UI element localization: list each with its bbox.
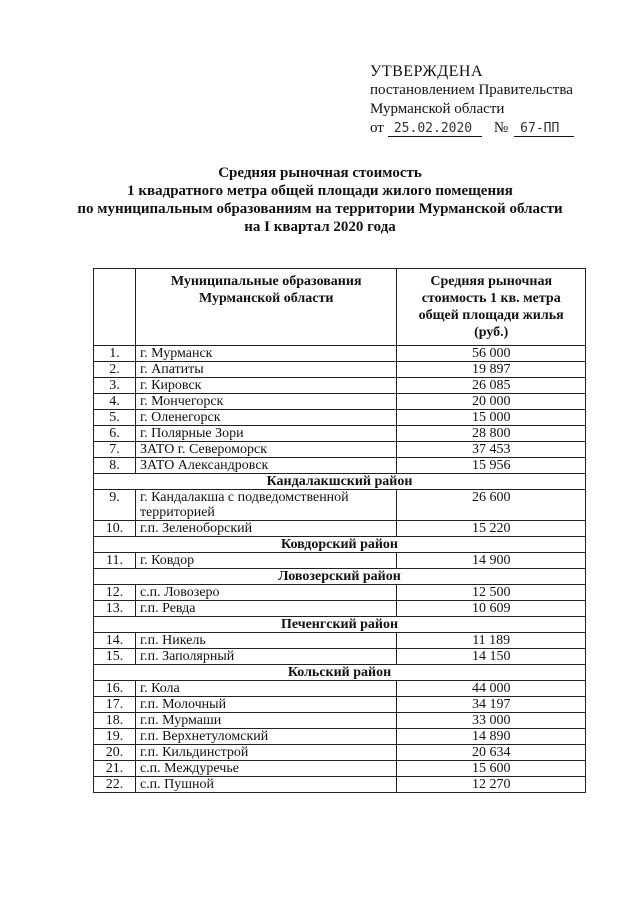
header-price: Средняя рыночная стоимость 1 кв. метра общей площади жилья (руб.) bbox=[397, 269, 586, 346]
section-title: Кандалакшский район bbox=[94, 474, 586, 490]
row-name: г.п. Заполярный bbox=[135, 649, 396, 665]
document-heading bbox=[60, 164, 580, 236]
row-price: 11 189 bbox=[397, 633, 586, 649]
row-name: ЗАТО г. Североморск bbox=[135, 442, 396, 458]
table-row bbox=[94, 777, 586, 793]
table-row bbox=[94, 458, 586, 474]
row-number: 6. bbox=[94, 426, 136, 442]
section-row bbox=[94, 537, 586, 553]
table-row bbox=[94, 362, 586, 378]
row-price: 14 890 bbox=[397, 729, 586, 745]
row-name: с.п. Ловозеро bbox=[135, 585, 396, 601]
row-price: 26 085 bbox=[397, 378, 586, 394]
table-row bbox=[94, 681, 586, 697]
row-price: 15 600 bbox=[397, 761, 586, 777]
row-price: 26 600 bbox=[397, 490, 586, 521]
row-price: 20 634 bbox=[397, 745, 586, 761]
table-row bbox=[94, 761, 586, 777]
row-number: 17. bbox=[94, 697, 136, 713]
row-price: 14 150 bbox=[397, 649, 586, 665]
row-number: 2. bbox=[94, 362, 136, 378]
row-name: г.п. Верхнетуломский bbox=[135, 729, 396, 745]
row-name: с.п. Пушной bbox=[135, 777, 396, 793]
table-row bbox=[94, 713, 586, 729]
row-price: 15 220 bbox=[397, 521, 586, 537]
approval-line-2: Мурманской области bbox=[370, 101, 505, 117]
row-number: 3. bbox=[94, 378, 136, 394]
table-row bbox=[94, 426, 586, 442]
approval-title: УТВЕРЖДЕНА bbox=[370, 63, 484, 80]
row-number: 12. bbox=[94, 585, 136, 601]
row-name: ЗАТО Александровск bbox=[135, 458, 396, 474]
table-row bbox=[94, 442, 586, 458]
table-row bbox=[94, 585, 586, 601]
approval-stamp bbox=[370, 62, 620, 138]
price-table bbox=[93, 268, 586, 793]
row-price: 15 000 bbox=[397, 410, 586, 426]
row-number: 18. bbox=[94, 713, 136, 729]
row-name: г. Ковдор bbox=[135, 553, 396, 569]
table-row bbox=[94, 745, 586, 761]
row-name: г. Апатиты bbox=[135, 362, 396, 378]
table-row bbox=[94, 490, 586, 521]
table-row bbox=[94, 346, 586, 362]
row-name: г. Мурманск bbox=[135, 346, 396, 362]
row-name: г. Кандалакша с подведомственной территорией bbox=[135, 490, 396, 521]
row-number: 10. bbox=[94, 521, 136, 537]
section-row bbox=[94, 665, 586, 681]
row-name: г.п. Зеленоборский bbox=[135, 521, 396, 537]
row-number: 14. bbox=[94, 633, 136, 649]
table-row bbox=[94, 649, 586, 665]
date-value: 25.02.2020 bbox=[388, 121, 482, 137]
row-number: 9. bbox=[94, 490, 136, 521]
section-row bbox=[94, 569, 586, 585]
section-row bbox=[94, 474, 586, 490]
row-price: 19 897 bbox=[397, 362, 586, 378]
row-number: 16. bbox=[94, 681, 136, 697]
table-row bbox=[94, 729, 586, 745]
row-number: 20. bbox=[94, 745, 136, 761]
row-name: г.п. Ревда bbox=[135, 601, 396, 617]
row-number: 19. bbox=[94, 729, 136, 745]
section-title: Печенгский район bbox=[94, 617, 586, 633]
heading-line-1: Средняя рыночная стоимость bbox=[218, 165, 422, 181]
row-number: 13. bbox=[94, 601, 136, 617]
row-number: 4. bbox=[94, 394, 136, 410]
date-label: от bbox=[370, 120, 384, 136]
heading-line-4: на I квартал 2020 года bbox=[244, 219, 396, 235]
row-price: 37 453 bbox=[397, 442, 586, 458]
row-price: 15 956 bbox=[397, 458, 586, 474]
row-number: 22. bbox=[94, 777, 136, 793]
row-price: 10 609 bbox=[397, 601, 586, 617]
row-name: г. Оленегорск bbox=[135, 410, 396, 426]
heading-line-3: по муниципальным образованиям на территории Мурманской области bbox=[77, 201, 563, 217]
table-row bbox=[94, 521, 586, 537]
row-price: 44 000 bbox=[397, 681, 586, 697]
row-name: г.п. Кильдинстрой bbox=[135, 745, 396, 761]
number-label: № bbox=[493, 120, 509, 136]
approval-date-line bbox=[370, 119, 620, 138]
row-number: 21. bbox=[94, 761, 136, 777]
table-row bbox=[94, 633, 586, 649]
row-number: 1. bbox=[94, 346, 136, 362]
row-price: 14 900 bbox=[397, 553, 586, 569]
row-price: 12 500 bbox=[397, 585, 586, 601]
row-name: г.п. Молочный bbox=[135, 697, 396, 713]
row-name: г. Кола bbox=[135, 681, 396, 697]
approval-line-1: постановлением Правительства bbox=[370, 82, 573, 98]
header-name: Муниципальные образования Мурманской области bbox=[135, 269, 396, 346]
row-number: 15. bbox=[94, 649, 136, 665]
row-number: 8. bbox=[94, 458, 136, 474]
section-row bbox=[94, 617, 586, 633]
section-title: Кольский район bbox=[94, 665, 586, 681]
row-price: 20 000 bbox=[397, 394, 586, 410]
row-name: г. Полярные Зори bbox=[135, 426, 396, 442]
table-row bbox=[94, 697, 586, 713]
header-number bbox=[94, 269, 136, 346]
table-row bbox=[94, 378, 586, 394]
row-name: г.п. Никель bbox=[135, 633, 396, 649]
row-number: 7. bbox=[94, 442, 136, 458]
row-name: г. Мончегорск bbox=[135, 394, 396, 410]
row-price: 34 197 bbox=[397, 697, 586, 713]
table-row bbox=[94, 410, 586, 426]
section-title: Ловозерский район bbox=[94, 569, 586, 585]
section-title: Ковдорский район bbox=[94, 537, 586, 553]
row-name: с.п. Междуречье bbox=[135, 761, 396, 777]
row-price: 33 000 bbox=[397, 713, 586, 729]
table-row bbox=[94, 601, 586, 617]
table-header-row bbox=[94, 269, 586, 346]
row-price: 56 000 bbox=[397, 346, 586, 362]
row-price: 28 800 bbox=[397, 426, 586, 442]
heading-line-2: 1 квадратного метра общей площади жилого помещения bbox=[127, 183, 513, 199]
row-price: 12 270 bbox=[397, 777, 586, 793]
row-name: г. Кировск bbox=[135, 378, 396, 394]
row-number: 11. bbox=[94, 553, 136, 569]
table-row bbox=[94, 553, 586, 569]
row-number: 5. bbox=[94, 410, 136, 426]
number-value: 67-ПП bbox=[514, 121, 574, 137]
table-body bbox=[94, 346, 586, 793]
row-name: г.п. Мурмаши bbox=[135, 713, 396, 729]
table-row bbox=[94, 394, 586, 410]
